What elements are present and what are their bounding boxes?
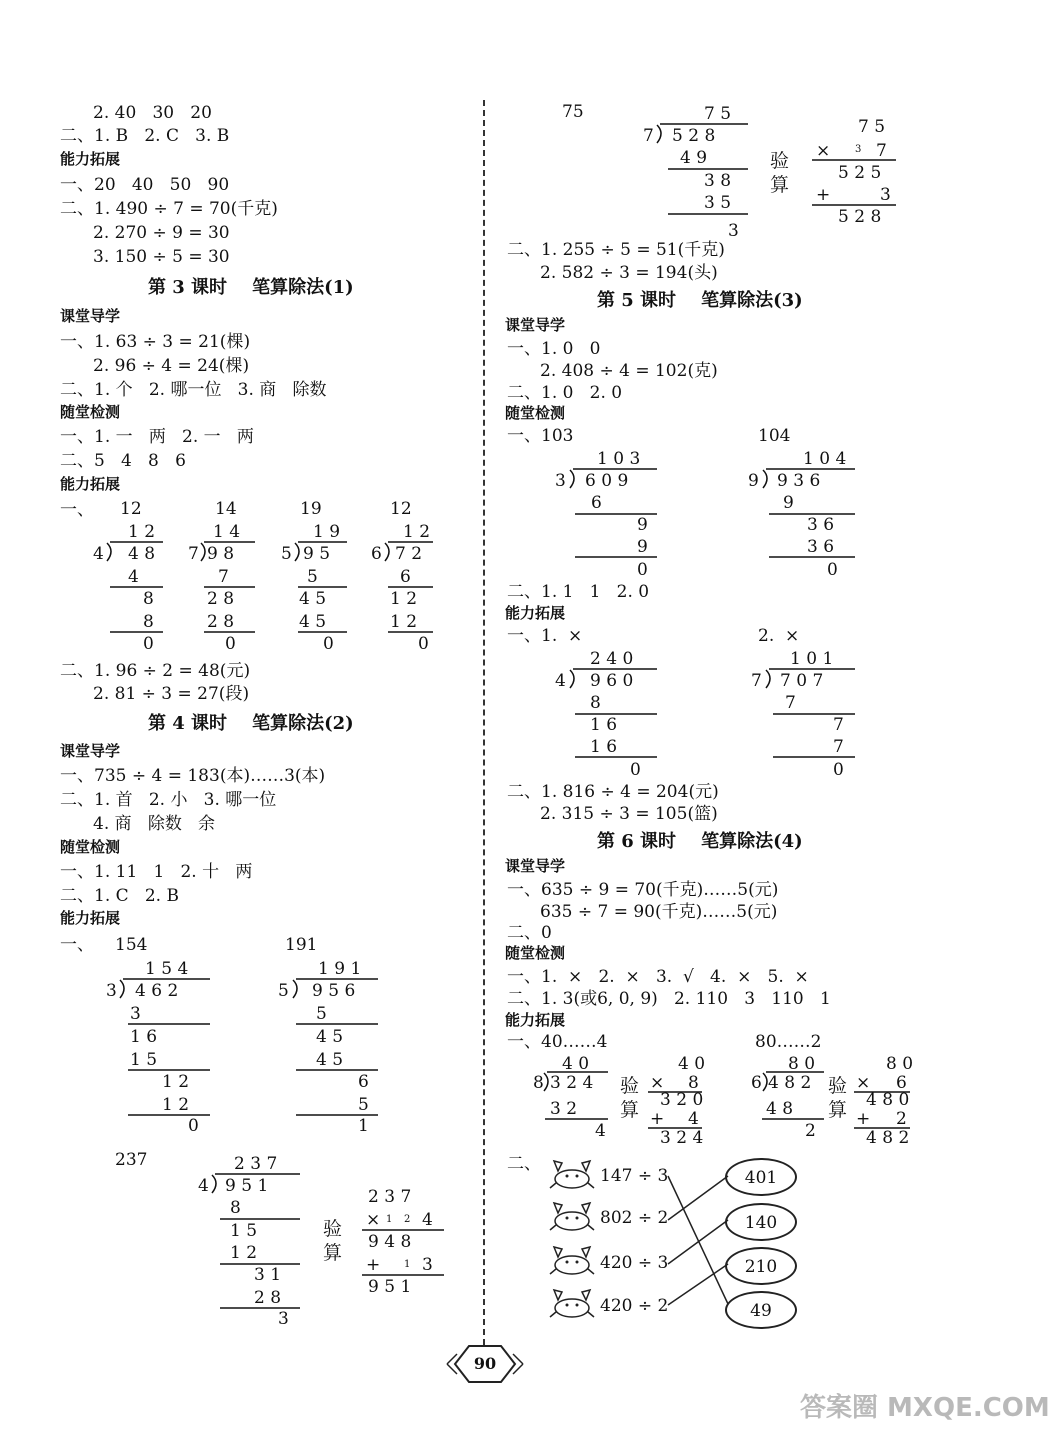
svg-text:7: 7 (643, 126, 654, 146)
svg-text:9: 9 (748, 471, 759, 491)
svg-text:6: 6 (358, 1072, 369, 1092)
svg-text:6: 6 (591, 493, 602, 513)
answer-value: 191 (285, 935, 318, 955)
svg-text:5: 5 (316, 1004, 327, 1024)
crab-expression: 802 ÷ 2 (600, 1208, 669, 1228)
svg-text:×: × (856, 1073, 871, 1093)
svg-text:9 5 1: 9 5 1 (225, 1176, 269, 1196)
svg-text:4 9: 4 9 (680, 148, 708, 168)
text-line: 2. 315 ÷ 3 = 105(篮) (540, 804, 718, 824)
svg-text:8: 8 (230, 1198, 241, 1218)
lesson-title: 第 4 课时 笔算除法(2) (148, 713, 354, 734)
svg-text:5: 5 (281, 544, 292, 564)
crab-expression: 420 ÷ 3 (600, 1253, 669, 1273)
text-line: 2. 40 30 20 (93, 103, 212, 123)
svg-text:2 8: 2 8 (207, 589, 235, 609)
answer-value: 237 (115, 1150, 148, 1170)
svg-text:1 5 4: 1 5 4 (145, 959, 189, 979)
long-division-group (100, 955, 400, 1135)
long-division-group (85, 495, 455, 655)
oval-value: 401 (744, 1168, 778, 1188)
section-heading: 课堂导学 (505, 316, 566, 334)
section-heading: 课堂导学 (505, 857, 566, 875)
svg-text:2: 2 (896, 1109, 907, 1129)
svg-text:4 5: 4 5 (299, 589, 327, 609)
svg-text:7: 7 (876, 141, 887, 161)
svg-text:4: 4 (128, 567, 139, 587)
column-divider (483, 100, 485, 1345)
text-line: 一、1. × 2. × 3. √ 4. × 5. × (507, 967, 809, 987)
crab-icon (548, 1284, 596, 1322)
svg-text:8: 8 (590, 693, 601, 713)
lesson-title: 第 6 课时 笔算除法(4) (597, 831, 803, 852)
text-line: 2. 270 ÷ 9 = 30 (93, 223, 230, 243)
svg-text:2 8: 2 8 (254, 1288, 282, 1308)
svg-text:+: + (856, 1109, 871, 1129)
svg-text:9 3 6: 9 3 6 (777, 471, 821, 491)
svg-text:4 5: 4 5 (299, 612, 327, 632)
svg-text:4 8 2: 4 8 2 (866, 1128, 910, 1148)
answer-value: 75 (562, 102, 584, 122)
svg-text:7: 7 (785, 693, 796, 713)
watermark: 答案圈 MXQE.COM (800, 1393, 1050, 1423)
text-line: 3. 150 ÷ 5 = 30 (93, 247, 230, 267)
svg-text:×: × (650, 1073, 665, 1093)
text-line: 二、1. 255 ÷ 5 = 51(千克) (507, 240, 725, 260)
svg-text:7: 7 (833, 737, 844, 757)
verify-label: 算 (770, 174, 790, 196)
text-line: 一、 (60, 500, 94, 520)
svg-text:7: 7 (833, 715, 844, 735)
text-line: 二、1. 816 ÷ 4 = 204(元) (507, 782, 719, 802)
long-division-with-check (190, 1150, 460, 1330)
svg-text:1 9: 1 9 (313, 522, 341, 542)
svg-text:3 2 0: 3 2 0 (660, 1090, 704, 1110)
svg-text:+: + (816, 185, 831, 205)
svg-text:3 5: 3 5 (704, 193, 732, 213)
svg-text:7: 7 (751, 671, 762, 691)
svg-text:1: 1 (358, 1116, 369, 1136)
svg-text:0: 0 (188, 1116, 199, 1136)
text-line: 4. 商 除数 余 (93, 814, 216, 834)
svg-text:3: 3 (106, 981, 117, 1001)
svg-text:9 5 1: 9 5 1 (368, 1277, 412, 1297)
svg-text:1 2: 1 2 (162, 1095, 190, 1115)
svg-text:1 5: 1 5 (130, 1050, 158, 1070)
text-line: 一、1. × (507, 626, 583, 646)
svg-text:8: 8 (143, 589, 154, 609)
section-heading: 随堂检测 (60, 838, 121, 856)
svg-text:2 4 0: 2 4 0 (590, 649, 634, 669)
svg-text:5 2 8: 5 2 8 (838, 207, 882, 227)
svg-text:0: 0 (637, 560, 648, 580)
svg-text:4 5: 4 5 (316, 1050, 344, 1070)
svg-text:2 3 7: 2 3 7 (234, 1154, 278, 1174)
svg-text:验: 验 (828, 1075, 848, 1097)
division-with-check-group (530, 1050, 920, 1148)
svg-text:1: 1 (386, 1214, 393, 1225)
oval-value: 210 (744, 1257, 778, 1277)
section-heading: 随堂检测 (505, 404, 566, 422)
svg-text:算: 算 (620, 1099, 640, 1121)
section-heading: 能力拓展 (60, 475, 121, 493)
svg-text:4: 4 (422, 1210, 433, 1230)
text-line: 635 ÷ 7 = 90(千克)……5(元) (540, 902, 778, 922)
svg-text:2 8: 2 8 (207, 612, 235, 632)
text-line: 一、20 40 50 90 (60, 175, 230, 195)
text-line: 二、1. 96 ÷ 2 = 48(元) (60, 661, 251, 681)
svg-text:4: 4 (198, 1176, 209, 1196)
svg-text:4: 4 (688, 1109, 699, 1129)
verify-label: 验 (770, 150, 790, 172)
svg-text:5 2 8: 5 2 8 (672, 126, 716, 146)
svg-text:3 1: 3 1 (254, 1265, 282, 1285)
svg-text:1 0 3: 1 0 3 (597, 449, 641, 469)
section-heading: 随堂检测 (505, 944, 566, 962)
svg-text:3 6: 3 6 (807, 515, 835, 535)
svg-text:0: 0 (827, 560, 838, 580)
section-heading: 课堂导学 (60, 307, 121, 325)
text-line: 二、 (507, 1154, 541, 1174)
svg-text:0: 0 (323, 634, 334, 654)
svg-text:9: 9 (637, 537, 648, 557)
svg-text:4: 4 (595, 1121, 606, 1141)
svg-text:5: 5 (278, 981, 289, 1001)
svg-text:9 5 6: 9 5 6 (312, 981, 356, 1001)
svg-text:2: 2 (404, 1214, 411, 1225)
svg-text:14: 14 (215, 499, 237, 519)
verify-label: 算 (323, 1242, 343, 1264)
text-line: 一、635 ÷ 9 = 70(千克)……5(元) (507, 880, 779, 900)
svg-text:12: 12 (390, 499, 412, 519)
svg-text:1: 1 (404, 1259, 411, 1270)
svg-text:3 8: 3 8 (704, 171, 732, 191)
svg-text:1 2: 1 2 (403, 522, 431, 542)
svg-text:1 2: 1 2 (230, 1243, 258, 1263)
text-line: 一、1. 11 1 2. 十 两 (60, 862, 253, 882)
crab-expression: 420 ÷ 2 (600, 1296, 669, 1316)
svg-text:6: 6 (400, 567, 411, 587)
lesson-title: 第 3 课时 笔算除法(1) (148, 277, 354, 298)
svg-text:0: 0 (225, 634, 236, 654)
svg-text:3: 3 (422, 1255, 433, 1275)
section-heading: 能力拓展 (505, 604, 566, 622)
svg-text:3: 3 (555, 471, 566, 491)
section-heading: 课堂导学 (60, 742, 121, 760)
svg-text:4 8: 4 8 (128, 544, 156, 564)
svg-text:4 8 2: 4 8 2 (768, 1073, 812, 1093)
svg-text:3 2: 3 2 (550, 1099, 578, 1119)
svg-text:1 0 4: 1 0 4 (803, 449, 847, 469)
svg-text:3 2 4: 3 2 4 (550, 1073, 594, 1093)
svg-text:5: 5 (358, 1095, 369, 1115)
svg-text:8 0: 8 0 (886, 1054, 914, 1074)
svg-text:5: 5 (307, 567, 318, 587)
svg-text:8: 8 (143, 612, 154, 632)
svg-text:验: 验 (620, 1075, 640, 1097)
svg-text:3 2 4: 3 2 4 (660, 1128, 704, 1148)
section-heading: 能力拓展 (60, 909, 121, 927)
text-line: 一、735 ÷ 4 = 183(本)……3(本) (60, 766, 326, 786)
svg-text:2: 2 (805, 1121, 816, 1141)
svg-text:1 0 1: 1 0 1 (790, 649, 834, 669)
text-line: 二、1. 1 1 2. 0 (507, 582, 650, 602)
text-line: 80……2 (755, 1032, 822, 1052)
text-line: 二、5 4 8 6 (60, 451, 186, 471)
svg-text:0: 0 (833, 760, 844, 780)
svg-text:8: 8 (533, 1073, 544, 1093)
svg-text:+: + (650, 1109, 665, 1129)
svg-text:0: 0 (630, 760, 641, 780)
text-line: 二、1. B 2. C 3. B (60, 126, 230, 146)
text-line: 二、1. 首 2. 小 3. 哪一位 (60, 790, 277, 810)
section-heading: 能力拓展 (60, 150, 121, 168)
svg-text:+: + (366, 1255, 381, 1275)
svg-text:1 2: 1 2 (162, 1072, 190, 1092)
svg-text:1 2: 1 2 (390, 612, 418, 632)
text-line: 二、1. 0 2. 0 (507, 383, 623, 403)
oval-value: 140 (744, 1213, 778, 1233)
svg-text:3: 3 (880, 185, 891, 205)
svg-text:9 6 0: 9 6 0 (590, 671, 634, 691)
svg-text:4 6 2: 4 6 2 (135, 981, 179, 1001)
svg-text:7 5: 7 5 (704, 104, 732, 124)
svg-text:1 5: 1 5 (230, 1221, 258, 1241)
svg-text:1 6: 1 6 (590, 715, 618, 735)
text-line: 2. 96 ÷ 4 = 24(棵) (93, 356, 250, 376)
text-line: 一、 (60, 935, 94, 955)
svg-text:5 2 5: 5 2 5 (838, 163, 882, 183)
section-heading: 能力拓展 (505, 1011, 566, 1029)
text-line: 一、40……4 (507, 1032, 608, 1052)
lesson-title: 第 5 课时 笔算除法(3) (597, 290, 803, 311)
text-line: 二、1. 3(或6, 0, 9) 2. 110 3 110 1 (507, 989, 831, 1009)
text-line: 二、1. 490 ÷ 7 = 70(千克) (60, 199, 278, 219)
svg-text:7 0 7: 7 0 7 (780, 671, 824, 691)
svg-text:4 8: 4 8 (766, 1099, 794, 1119)
text-line: 二、0 (507, 923, 552, 943)
svg-text:×: × (366, 1210, 381, 1230)
svg-text:1 4: 1 4 (213, 522, 241, 542)
svg-text:9 4 8: 9 4 8 (368, 1232, 412, 1252)
svg-text:4 0: 4 0 (562, 1054, 590, 1074)
text-line: 一、1. 0 0 (507, 339, 601, 359)
svg-text:6: 6 (371, 544, 382, 564)
crab-expression: 147 ÷ 3 (600, 1166, 669, 1186)
svg-text:4 0: 4 0 (678, 1054, 706, 1074)
svg-text:7: 7 (218, 567, 229, 587)
text-line: 一、103 (507, 426, 574, 446)
svg-text:2 3 7: 2 3 7 (368, 1187, 412, 1207)
svg-text:0: 0 (418, 634, 429, 654)
crab-icon (548, 1155, 596, 1193)
text-line: 2. 408 ÷ 4 = 102(克) (540, 361, 718, 381)
text-line: 2. 81 ÷ 3 = 27(段) (93, 684, 250, 704)
crab-icon (548, 1241, 596, 1279)
long-division-group (545, 645, 875, 780)
svg-text:7 5: 7 5 (858, 117, 886, 137)
svg-text:7 2: 7 2 (395, 544, 423, 564)
svg-text:算: 算 (828, 1099, 848, 1121)
svg-text:0: 0 (143, 634, 154, 654)
svg-text:12: 12 (120, 499, 142, 519)
svg-text:8 0: 8 0 (788, 1054, 816, 1074)
svg-text:3: 3 (278, 1309, 289, 1329)
svg-text:1 2: 1 2 (128, 522, 156, 542)
svg-text:8: 8 (688, 1073, 699, 1093)
answer-value: 154 (115, 935, 148, 955)
svg-text:19: 19 (300, 499, 322, 519)
svg-text:9 5: 9 5 (303, 544, 331, 564)
svg-text:6: 6 (896, 1073, 907, 1093)
svg-text:4: 4 (555, 671, 566, 691)
section-heading: 随堂检测 (60, 403, 121, 421)
text-line: 2. 582 ÷ 3 = 194(头) (540, 263, 718, 283)
svg-text:9: 9 (637, 515, 648, 535)
svg-text:1 6: 1 6 (590, 737, 618, 757)
text-line: 二、1. C 2. B (60, 886, 179, 906)
long-division-group (545, 445, 875, 580)
svg-text:3: 3 (728, 221, 739, 241)
svg-text:3: 3 (130, 1004, 141, 1024)
text-line: 2. × (758, 626, 800, 646)
answer-value: 104 (758, 426, 791, 446)
svg-text:9: 9 (783, 493, 794, 513)
svg-text:6 0 9: 6 0 9 (585, 471, 629, 491)
text-line: 一、1. 63 ÷ 3 = 21(棵) (60, 332, 251, 352)
svg-text:1 6: 1 6 (130, 1027, 158, 1047)
text-line: 二、1. 个 2. 哪一位 3. 商 除数 (60, 380, 327, 400)
svg-text:4: 4 (93, 544, 104, 564)
text-line: 一、1. 一 两 2. 一 两 (60, 427, 254, 447)
svg-text:7: 7 (188, 544, 199, 564)
svg-text:6: 6 (751, 1073, 762, 1093)
verify-label: 验 (323, 1218, 343, 1240)
svg-text:4 5: 4 5 (316, 1027, 344, 1047)
svg-text:4 8 0: 4 8 0 (866, 1090, 910, 1110)
page-number: 90 (473, 1354, 497, 1373)
oval-value: 49 (750, 1301, 772, 1321)
svg-text:×: × (816, 141, 831, 161)
svg-text:1 2: 1 2 (390, 589, 418, 609)
svg-text:1 9 1: 1 9 1 (318, 959, 362, 979)
svg-text:9 8: 9 8 (207, 544, 235, 564)
svg-text:3 6: 3 6 (807, 537, 835, 557)
crab-icon (548, 1197, 596, 1235)
svg-text:3: 3 (855, 144, 862, 155)
